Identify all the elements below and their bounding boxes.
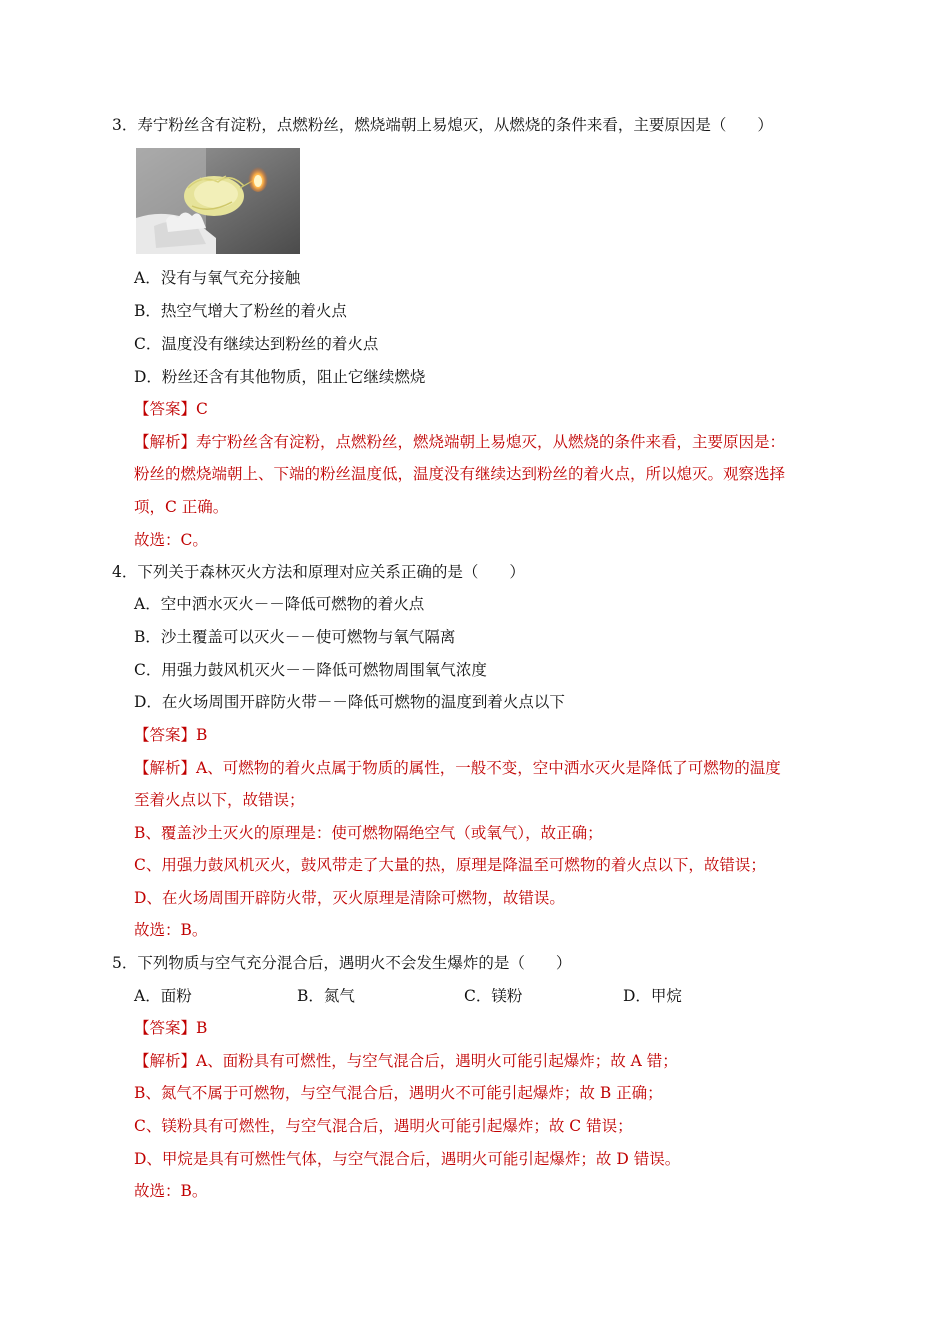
q5-option-c: C．镁粉 — [464, 987, 523, 1005]
q4-option-c: C．用强力鼓风机灭火－－降低可燃物周围氧气浓度 — [134, 661, 487, 679]
q5-option-b: B．氮气 — [297, 987, 355, 1005]
q4-option-b: B．沙土覆盖可以灭火－－使可燃物与氧气隔离 — [134, 628, 456, 646]
q5-option-a: A．面粉 — [134, 987, 192, 1005]
q3-option-d: D．粉丝还含有其他物质，阻止它继续燃烧 — [134, 368, 426, 386]
burning-noodles-illustration — [136, 148, 300, 254]
q3-option-b: B．热空气增大了粉丝的着火点 — [134, 302, 347, 320]
q5-analysis-line-2: B、氮气不属于可燃物，与空气混合后，遇明火不可能引起爆炸；故 B 正确； — [134, 1084, 663, 1102]
q3-option-c: C．温度没有继续达到粉丝的着火点 — [134, 335, 379, 353]
burning-noodles-photo — [136, 148, 300, 254]
q5-analysis-line-3: C、镁粉具有可燃性，与空气混合后，遇明火可能引起爆炸；故 C 错误； — [134, 1117, 633, 1135]
q4-stem: 4．下列关于森林灭火方法和原理对应关系正确的是（ ） — [112, 563, 525, 581]
q4-answer: 【答案】B — [134, 726, 208, 744]
q4-option-a: A．空中洒水灭火－－降低可燃物的着火点 — [134, 595, 425, 613]
q3-option-a: A．没有与氧气充分接触 — [134, 269, 301, 287]
q4-analysis-line-3: B、覆盖沙土灭火的原理是：使可燃物隔绝空气（或氧气），故正确； — [134, 824, 603, 842]
q4-choice: 故选：B。 — [134, 921, 208, 939]
q3-stem: 3．寿宁粉丝含有淀粉，点燃粉丝，燃烧端朝上易熄灭，从燃烧的条件来看，主要原因是（ ） — [112, 116, 773, 134]
q3-choice: 故选：C。 — [134, 531, 208, 549]
q3-analysis-line-2: 粉丝的燃烧端朝上、下端的粉丝温度低，温度没有继续达到粉丝的着火点，所以熄灭。观察选择 — [134, 465, 786, 483]
q3-answer: 【答案】C — [134, 400, 208, 418]
q4-option-d: D．在火场周围开辟防火带－－降低可燃物的温度到着火点以下 — [134, 693, 565, 711]
q4-analysis-line-1: 【解析】A、可燃物的着火点属于物质的属性，一般不变，空中洒水灭火是降低了可燃物的温度 — [134, 759, 781, 777]
q3-analysis-line-3: 项，C 正确。 — [134, 498, 229, 516]
q4-analysis-line-2: 至着火点以下，故错误； — [134, 791, 305, 809]
q5-answer: 【答案】B — [134, 1019, 208, 1037]
q4-analysis-line-4: C、用强力鼓风机灭火，鼓风带走了大量的热，原理是降温至可燃物的着火点以下，故错误； — [134, 856, 766, 874]
q5-stem: 5．下列物质与空气充分混合后，遇明火不会发生爆炸的是（ ） — [112, 954, 572, 972]
q5-analysis-line-4: D、甲烷是具有可燃性气体，与空气混合后，遇明火可能引起爆炸；故 D 错误。 — [134, 1150, 681, 1168]
q4-analysis-line-5: D、在火场周围开辟防火带，灭火原理是清除可燃物，故错误。 — [134, 889, 565, 907]
q5-choice: 故选：B。 — [134, 1182, 208, 1200]
q3-analysis-line-1: 【解析】寿宁粉丝含有淀粉，点燃粉丝，燃烧端朝上易熄灭，从燃烧的条件来看，主要原因是： — [134, 433, 786, 451]
q5-option-d: D．甲烷 — [623, 987, 682, 1005]
q5-analysis-line-1: 【解析】A、面粉具有可燃性，与空气混合后，遇明火可能引起爆炸；故 A 错； — [134, 1052, 678, 1070]
q5-options-row — [0, 986, 950, 1006]
